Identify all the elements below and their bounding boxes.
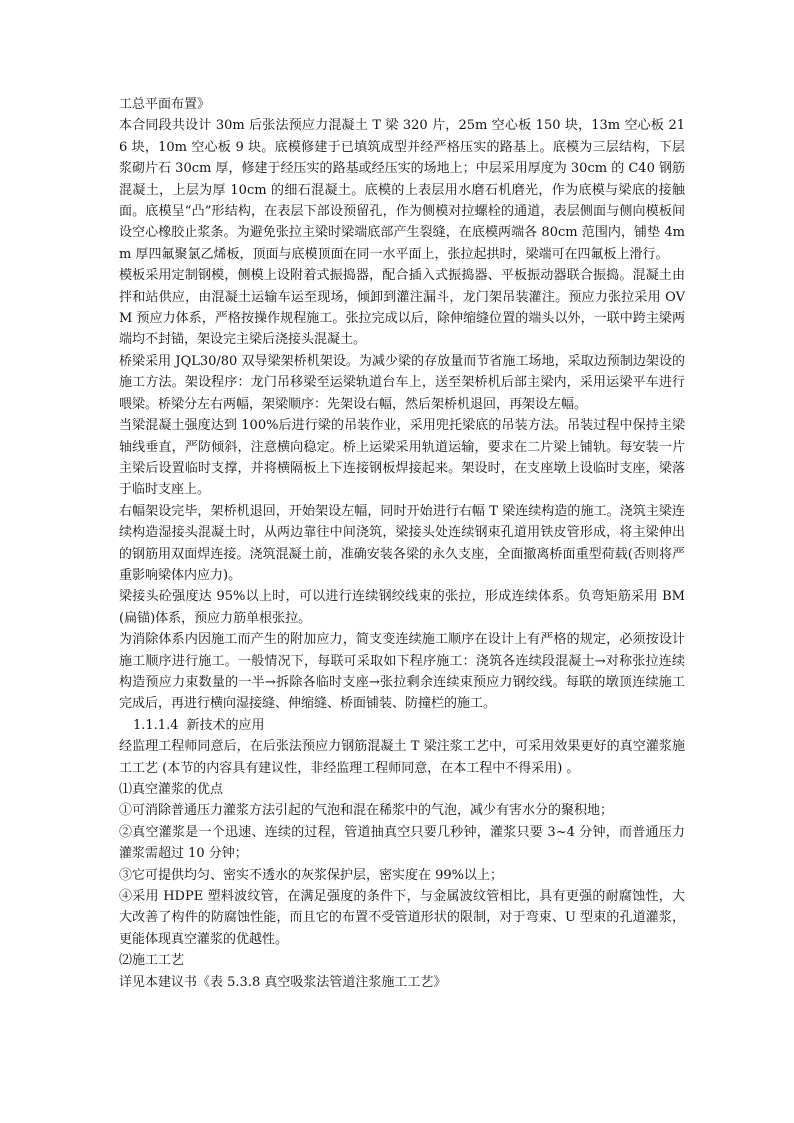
list-item-advantage-1: ①可消除普通压力灌浆方法引起的气泡和混在稀浆中的气泡，减少有害水分的聚积地； [119,803,614,819]
paragraph-construction-sequence: 为消除体系内因施工而产生的附加应力，简支变连续施工顺序在设计上有严格的规定，必须按设计施工顺序进行施工。一般情况下，每联可采取如下程序施工：浇筑各连续段混凝土→对称张拉连续构造预应力束数量的一半→拆除各临时支座→张拉剩余连续束预应力钢绞线。每联的墩顶连续施工完成后，再进行横向湿接缝、伸缩缝、桥面铺装、防撞栏的施工。 [119,632,685,712]
list-item-advantage-3: ③它可提供均匀、密实不透水的灰浆保护层，密实度在 99%以上； [119,867,504,883]
list-item-advantage-4: ④采用 HDPE 塑料波纹管，在满足强度的条件下，与金属波纹管相比，具有更强的耐腐蚀性，大大改善了构件的防腐蚀性能，而且它的布置不受管道形状的限制，对于弯束、U 型束的孔道灌浆，更能体现真空灌浆的优越性。 [119,889,685,947]
paragraph-tensioning: 梁接头砼强度达 95%以上时，可以进行连续钢绞线束的张拉，形成连续体系。负弯矩筋采用 BM(扁锚)体系，预应力筋单根张拉。 [119,589,685,626]
section-heading [119,715,685,736]
subheading-advantages: ⑴真空灌浆的优点 [119,782,224,797]
paragraph-steel-formwork: 模板采用定制钢模，侧模上设附着式振捣器，配合插入式振捣器、平板振动器联合振捣。混凝土由拌和站供应，由混凝土运输车运至现场，倾卸到灌注漏斗，龙门架吊装灌注。预应力张拉采用 OVM 预应力体系，严格按操作规程施工。张拉完成以后，除伸缩缝位置的端头以外，一联中跨主梁两端均不封锚，架设完主梁后浇接头混凝土。 [119,268,685,348]
subheading-process: ⑵施工工艺 [119,953,185,969]
paragraph-bottom-formwork: 本合同段共设计 30m 后张法预应力混凝土 T 梁 320 片，25m 空心板 150 块，13m 空心板 216 块，10m 空心板 9 块。底模修建于已填筑成型并经严格压实的路基上。底模为三层结构，下层浆砌片石 30cm 厚，修建于经压实的路基或经压实的场地上；中层采用厚度为 30cm 的 C40 钢筋混凝土，上层为厚 10cm 的细石混凝土。底模的上表层用水磨石机磨光，作为底模与梁底的接触面。底模呈“凸”形结构，在表层下部设预留孔，作为侧模对拉螺栓的通道，表层侧面与侧向模板间设空心橡胶止浆条。为避免张拉主梁时梁端底部产生裂缝，在底模两端各 80cm 范围内，铺垫 4mm 厚四氟聚氯乙烯板，顶面与底模顶面在同一水平面上，张拉起拱时，梁端可在四氟板上滑行。 [119,118,685,262]
paragraph-heading-fragment: 工总平面布置》 [119,97,211,112]
paragraph-bridge-erection: 桥梁采用 JQL30/80 双导梁架桥机架设。为减少梁的存放量而节省施工场地，采取边预制边架设的施工方法。架设程序：龙门吊移梁至运梁轨道台车上，送至架桥机后部主梁内，采用运梁平车进行喂梁。桥梁分左右两幅，架梁顺序：先架设右幅，然后架桥机退回，再架设左幅。 [119,353,685,412]
list-item-advantage-2: ②真空灌浆是一个迅速、连续的过程，管道抽真空只要几秒钟，灌浆只要 3~4 分钟，而普通压力灌浆需超过 10 分钟； [119,824,685,862]
paragraph-vacuum-grouting-intro: 经监理工程师同意后，在后张法预应力钢筋混凝土 T 梁注浆工艺中，可采用效果更好的真空灌浆施工工艺 (本节的内容具有建议性，非经监理工程师同意，在本工程中不得采用) 。 [119,739,685,776]
paragraph-process-reference: 详见本建议书《表 5.3.8 真空吸浆法管道注浆施工工艺》 [119,974,447,990]
document-page [119,94,685,993]
paragraph-beam-hoisting: 当梁混凝土强度达到 100%后进行梁的吊装作业，采用兜托梁底的吊装方法。吊装过程中保持主梁轴线垂直，严防倾斜，注意横向稳定。桥上运梁采用轨道运输，要求在二片梁上铺轨。每安装一片主梁后设置临时支撑，并将横隔板上下连接钢板焊接起来。架设时，在支座墩上设临时支座，梁落于临时支座上。 [119,418,685,498]
section-title: 新技术的应用 [186,717,265,733]
paragraph-continuous-construction: 右幅架设完毕，架桥机退回，开始架设左幅，同时开始进行右幅 T 梁连续构造的施工。浇筑主梁连续构造湿接头混凝土时，从两边靠往中间浇筑，梁接头处连续钢束孔道用铁皮管形成，将主梁伸出的钢筋用双面焊连接。浇筑混凝土前，准确安装各梁的永久支座，全面撤离桥面重型荷载(否则将严重影响梁体内应力)。 [119,503,685,583]
section-number: 1.1.1.4 [133,717,179,733]
